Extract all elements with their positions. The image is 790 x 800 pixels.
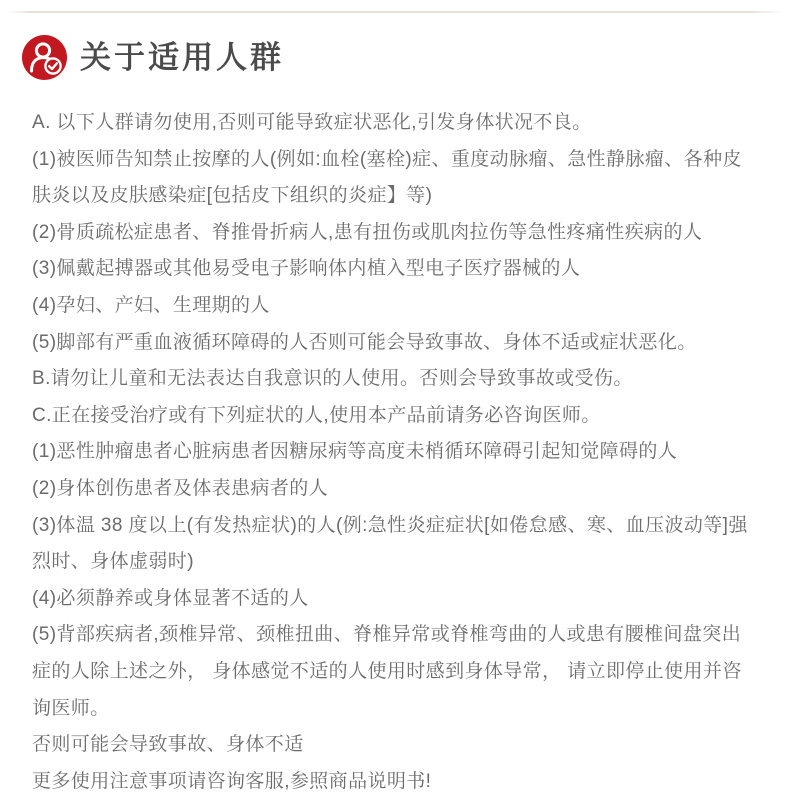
notice-line-a5: (5)脚部有严重血液循环障碍的人否则可能会导致事故、身体不适或症状恶化。 [32,331,697,353]
notice-line-otherwise: 否则可能会导致事故、身体不适 [32,734,304,756]
notice-line-c1: (1)恶性肿瘤患者心脏病患者因糖尿病等高度未梢循环障碍引起知觉障碍的人 [32,441,678,463]
notice-line-c5: (5)背部疾病者,颈椎异常、颈椎扭曲、脊椎异常或脊椎弯曲的人或患有腰椎间盘突出症的人除上述之外， 身体感觉不适的人使用时感到身体导常， 请立即停止使用并咨询医师。 [32,624,742,719]
card-divider [8,11,782,13]
notice-line-a1: (1)被医师告知禁止按摩的人(例如:血栓(塞栓)症、重度动脉瘤、急性静脉瘤、各种皮肤炎以及皮肤感染症[包括皮下组织的炎症】等) [32,148,742,207]
notice-line-more-info: 更多使用注意事项请咨询客服,参照商品说明书! [32,770,432,792]
notice-line-b: B.请勿让儿童和无法表达自我意识的人使用。否则会导致事故或受伤。 [32,368,633,390]
notice-line-c2: (2)身体创伤患者及体表患病者的人 [32,477,329,499]
notice-line-a3: (3)佩戴起搏器或其他易受电子影响体内植入型电子医疗器械的人 [32,258,581,280]
user-check-icon [22,35,67,80]
notice-line-a2: (2)骨质疏松症患者、脊推骨折病人,患有扭伤或肌肉拉伤等急性疼痛性疾病的人 [32,221,703,243]
notice-line-a4: (4)孕妇、产妇、生理期的人 [32,294,270,316]
notice-line-c: C.正在接受治疗或有下列症状的人,使用本产品前请务必咨询医师。 [32,404,601,426]
page-title: 关于适用人群 [80,39,284,75]
notice-line-c3: (3)体温 38 度以上(有发热症状)的人(例:急性炎症症状[如倦怠感、寒、血压波动等]强烈时、身体虚弱时) [32,514,748,573]
notice-line-a: A. 以下人群请勿使用,否则可能导致症状恶化,引发身体状况不良。 [32,112,592,133]
notice-text-block [0,80,790,800]
notice-line-c4: (4)必须静养或身体显著不适的人 [32,587,309,609]
